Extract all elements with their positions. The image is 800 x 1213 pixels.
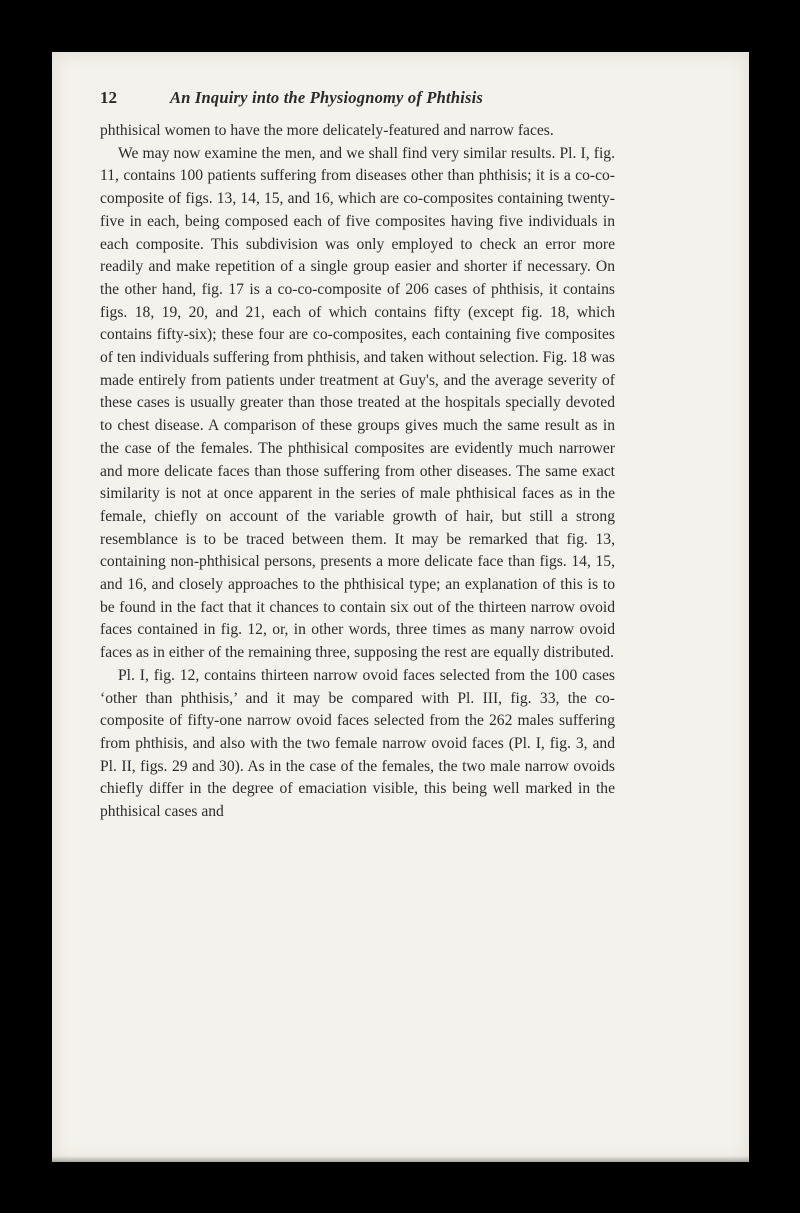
running-head: [100, 88, 570, 112]
running-title: An Inquiry into the Physiognomy of Phthisis: [170, 88, 484, 107]
body-text: [100, 120, 615, 824]
paragraph-3: Pl. I, fig. 12, contains thirteen narrow ovoid faces selected from the 100 cases ‘other than phthisis,’ and it may be compared with Pl. III, fig. 33, the co-composite of fifty-one narrow ovoid faces selected from the 262 males suffering from phthisis, and also with the two female narrow ovoid faces (Pl. I, fig. 3, and Pl. II, figs. 29 and 30). As in the case of the females, the two male narrow ovoids chiefly differ in the degree of emaciation visible, this being well marked in the phthisical cases and: [100, 666, 615, 821]
page-number: 12: [100, 88, 117, 107]
paragraph-1: phthisical women to have the more delicately-featured and narrow faces.: [100, 122, 554, 139]
page-edge-shadow: [52, 1156, 749, 1162]
paragraph-2: We may now examine the men, and we shall find very similar results. Pl. I, fig. 11, contains 100 patients suffering from diseases other than phthisis; it is a co-co-composite of figs. 13, 14, 15, and 16, which are co-composites containing twenty-five in each, being composed each of five composites having five individuals in each composite. This subdivision was only employed to check an error more readily and make repetition of a single group easier and shorter if necessary. On the other hand, fig. 17 is a co-co-composite of 206 cases of phthisis, it contains figs. 18, 19, 20, and 21, each of which contains fifty (except fig. 18, which contains fifty-six); these four are co-composites, each containing five composites of ten individuals suffering from phthisis, and taken without selection. Fig. 18 was made entirely from patients under treatment at Guy's, and the average severity of these cases is usually greater than those treated at the hospitals specially devoted to chest disease. A comparison of these groups gives much the same result as in the case of the females. The phthisical composites are evidently much narrower and more delicate faces than those suffering from other diseases. The same exact similarity is not at once apparent in the series of male phthisical faces as in the female, chiefly on account of the variable growth of hair, but still a strong resemblance is to be traced between them. It may be remarked that fig. 13, containing non-phthisical persons, presents a more delicate face than figs. 14, 15, and 16, and closely approaches to the phthisical type; an explanation of this is to be found in the fact that it chances to contain six out of the thirteen narrow ovoid faces contained in fig. 12, or, in other words, three times as many narrow ovoid faces as in either of the remaining three, supposing the rest are equally distributed.: [100, 144, 615, 662]
